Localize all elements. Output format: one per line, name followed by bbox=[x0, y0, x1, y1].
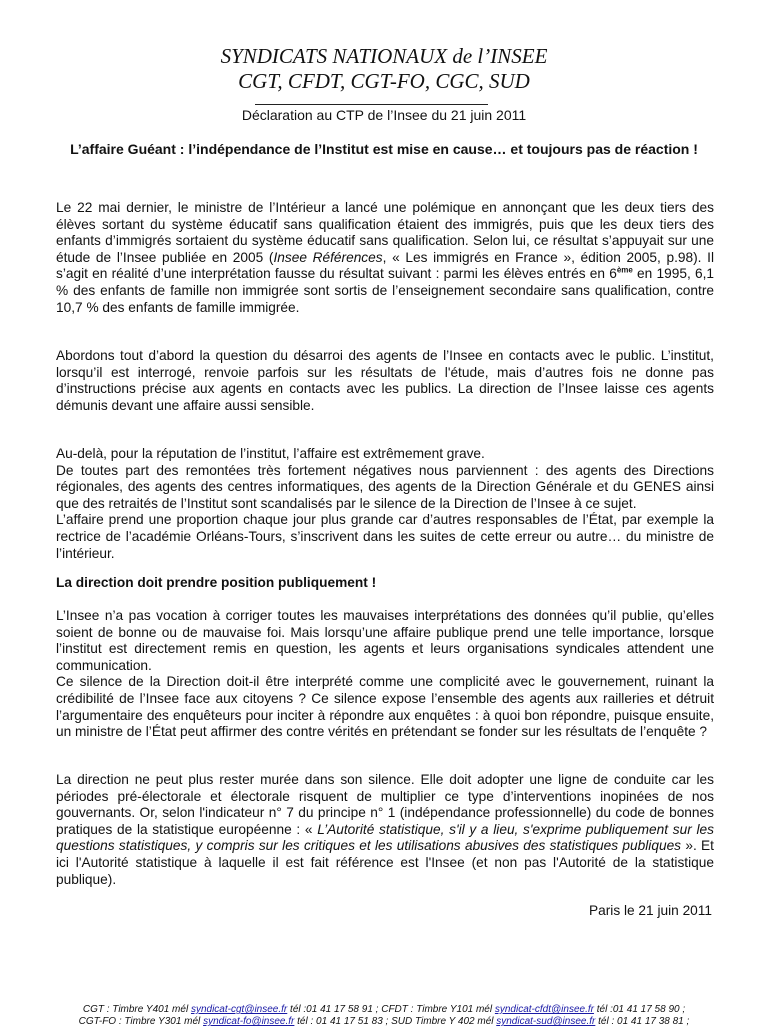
paragraph-3-line-2: De toutes part des remontées très fortement négatives nous parviennent : des agents des Directions régionales, des agents des centres informatiques, des agents de la Direction Générale et du GENES ainsi que des retraités de l’Institut sont scandalisés par le silence de la Direction de l’Insee à ce sujet. bbox=[56, 462, 714, 511]
paragraph-5-text-b: ». Et ici l'Autorité statistique à laquelle il est fait référence est l'Insee (et non pas l'Autorité de la statistique publique). bbox=[56, 838, 714, 887]
eurostat-quote: L’Autorité statistique, s'il y a lieu, s'exprime publiquement sur les questions statistiques, y compris sur les critiques et les utilisations abusives des statistiques publiques bbox=[56, 821, 715, 854]
footer-contacts-line-1 bbox=[0, 1004, 768, 1015]
declaration-subtitle: Déclaration au CTP de l’Insee du 21 juin 2011 bbox=[241, 107, 527, 123]
paragraph-1-text-a: Le 22 mai dernier, le ministre de l’Intérieur a lancé une polémique en annonçant que les deux tiers des élèves sortant du système éducatif sans qualification étaient des immigrés, puis que les deux tiers des enfants d’immigrés sortaient du système éducatif sans qualification. Selon lui, ce résultat s’appuyait sur une étude de l’Insee publiée en 2005 ( bbox=[56, 200, 714, 265]
paragraph-4 bbox=[56, 608, 714, 741]
footer-sud-label: tél : 01 41 17 51 83 ; SUD Timbre Y 402 mél bbox=[294, 1016, 497, 1027]
paragraph-2-text: Abordons tout d’abord la question du désarroi des agents de l’Insee en contacts avec le public. L’institut, lorsqu’il est interrogé, renvoie parfois sur les résultats de l'étude, mais d’autres fois ne donne pas d’instructions précise aux agents en contacts avec les publics. La direction de l’Insee laisse ces agents démunis devant une affaire aussi sensible. bbox=[56, 348, 714, 413]
signoff-date: Paris le 21 juin 2011 bbox=[588, 903, 712, 918]
publication-title: Insee Références bbox=[273, 249, 383, 265]
section-heading: La direction doit prendre position publiquement ! bbox=[56, 575, 377, 590]
email-link-sud[interactable]: syndicat-sud@insee.fr bbox=[496, 1016, 596, 1027]
footer-cfdt-label: tél :01 41 17 58 91 ; CFDT : Timbre Y101 mél bbox=[287, 1004, 495, 1015]
header-unions-list: CGT, CFDT, CGT-FO, CGC, SUD bbox=[238, 69, 530, 93]
email-link-cgt[interactable]: syndicat-cgt@insee.fr bbox=[190, 1004, 288, 1015]
header-unions-title: SYNDICATS NATIONAUX de l’INSEE bbox=[220, 44, 548, 68]
paragraph-1 bbox=[56, 200, 714, 316]
paragraph-2 bbox=[56, 348, 714, 414]
paragraph-3 bbox=[56, 446, 714, 562]
email-link-fo[interactable]: syndicat-fo@insee.fr bbox=[203, 1016, 295, 1027]
footer-contacts-line-2 bbox=[0, 1016, 768, 1027]
footer-cfdt-phone: tél :01 41 17 58 90 ; bbox=[593, 1004, 686, 1015]
email-link-cfdt[interactable]: syndicat-cfdt@insee.fr bbox=[494, 1004, 594, 1015]
superscript-eme: ème bbox=[616, 265, 633, 275]
paragraph-4-part-1: L’Insee n’a pas vocation à corriger toutes les mauvaises interprétations des données qu’il publie, qu’elles soient de bonne ou de mauvaise foi. Mais lorsqu’une affaire publique prend une telle importance, lorsque l’institut est directement remis en question, les agents et leurs organisations syndicales attendent une communication. bbox=[56, 608, 714, 673]
paragraph-1-text-c: , « Les immigrés en France », édition 2005, p.98). Il s’agit en réalité d’une interprétation fausse du résultat suivant : parmi les élèves entrés en 6 bbox=[56, 249, 714, 282]
paragraph-5 bbox=[56, 772, 714, 888]
paragraph-5-text-a: La direction ne peut plus rester murée dans son silence. Elle doit adopter une ligne de conduite car les périodes pré-électorale et électorale risquent de multiplier ce type d’interventions inopinées de nos gouvernants. Or, selon l'indicateur n° 7 du principe n° 1 (indépendance professionnelle) du code de bonnes pratiques de la statistique européenne : « bbox=[56, 772, 714, 837]
paragraph-3-line-1: Au-delà, pour la réputation de l’institut, l’affaire est extrêmement grave. bbox=[56, 446, 485, 461]
headline: L’affaire Guéant : l’indépendance de l’Institut est mise en cause… et toujours pas de réaction ! bbox=[70, 141, 698, 157]
footer-sud-phone: tél : 01 41 17 38 81 ; bbox=[595, 1016, 690, 1027]
paragraph-3-line-3: L’affaire prend une proportion chaque jour plus grande car d’autres responsables de l’État, par exemple la rectrice de l’académie Orléans-Tours, s’inscrivent dans les suites de cette erreur ou autre… du ministre de l’intérieur. bbox=[56, 512, 714, 561]
paragraph-4-part-2: Ce silence de la Direction doit-il être interprété comme une complicité avec le gouvernement, ruinant la crédibilité de l’Insee face aux citoyens ? Ce silence expose l’ensemble des agents aux railleries et détruit l’argumentaire des enquêteurs pour inciter à répondre aux enquêtes : à quoi bon répondre, puisque ensuite, un ministre de l’État peut affirmer des contre vérités en prétendant se fonder sur les résultats de l’enquête ? bbox=[56, 674, 714, 740]
footer-fo-label: CGT-FO : Timbre Y301 mél bbox=[78, 1016, 204, 1027]
paragraph-1-text-d: en 1995, 6,1 % des enfants de famille non immigrée sont sortis de l’enseignement secondaire sans qualification, contre 10,7 % des enfants de famille immigrée. bbox=[56, 266, 714, 315]
header-divider bbox=[255, 104, 488, 105]
footer-cgt-label: CGT : Timbre Y401 mél bbox=[82, 1004, 191, 1015]
